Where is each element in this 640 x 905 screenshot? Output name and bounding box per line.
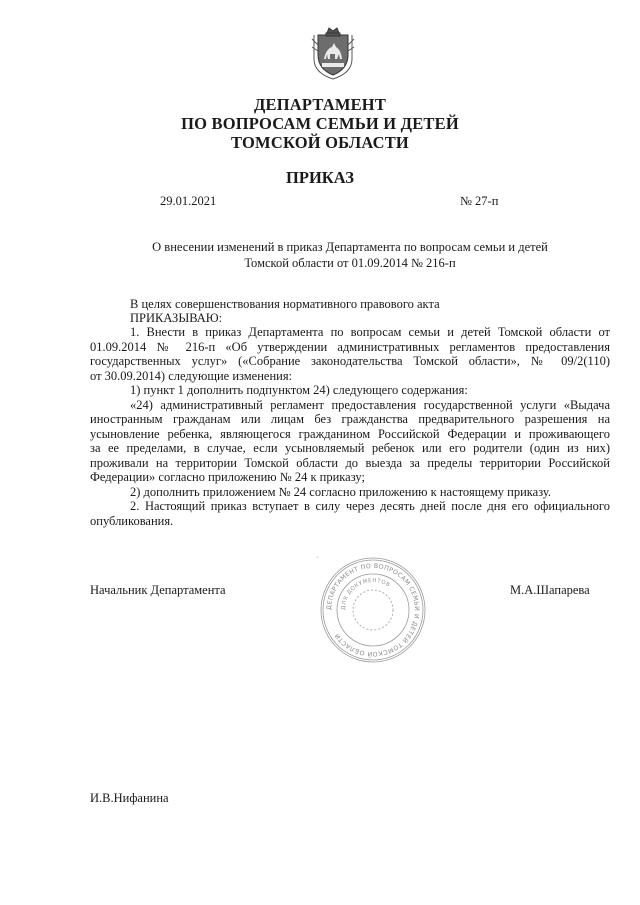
body-line: опубликования. xyxy=(90,514,174,528)
body-line: ПРИКАЗЫВАЮ: xyxy=(130,311,223,325)
body-line: проживали на территории Томской области до выезда за пределы территории Российской xyxy=(90,456,610,470)
org-name-line-3: ТОМСКОЙ ОБЛАСТИ xyxy=(231,133,409,152)
body-line: 2. Настоящий приказ вступает в силу через десять дней после дня его официального xyxy=(130,499,610,513)
doc-date: 29.01.2021 xyxy=(160,194,217,208)
doc-type-title: ПРИКАЗ xyxy=(286,168,354,187)
body-line: В целях совершенствования нормативного правового акта xyxy=(130,297,440,311)
doc-number: № 27-п xyxy=(460,194,499,208)
body-line: Федерации» согласно приложению № 24 к приказу; xyxy=(90,470,365,484)
coat-of-arms-icon xyxy=(310,25,356,80)
body-line: «24) административный регламент предоставления государственной услуги «Выдача xyxy=(130,398,610,412)
signatory-name: М.А.Шапарева xyxy=(510,583,590,597)
body-line: от 30.09.2014) следующие изменения: xyxy=(90,369,293,383)
executor-name: И.В.Нифанина xyxy=(90,791,169,805)
body-line: 1. Внести в приказ Департамента по вопросам семьи и детей Томской области от xyxy=(130,325,610,339)
body-line: иностранным гражданам или лицам без гражданства предварительного разрешения на xyxy=(90,412,610,426)
body-line: усыновление ребенка, являющегося гражданином Российской Федерации и проживающего xyxy=(90,427,610,441)
body-line: 2) дополнить приложением № 24 согласно приложению к настоящему приказу. xyxy=(130,485,552,499)
org-name-line-2: ПО ВОПРОСАМ СЕМЬИ И ДЕТЕЙ xyxy=(181,114,459,133)
body-line: за ее пределами, в случае, если усыновляемый ребенок или его родители (один из них) xyxy=(90,441,610,455)
round-seal-stamp xyxy=(318,555,428,665)
signatory-title: Начальник Департамента xyxy=(90,583,226,597)
svg-text:ДЕПАРТАМЕНТ ПО ВОПРОСАМ СЕМЬИ: ДЕПАРТАМЕНТ ПО ВОПРОСАМ СЕМЬИ И ДЕТЕЙ ТОМСКОЙ ОБЛАСТИ xyxy=(325,562,421,658)
body-line: 1) пункт 1 дополнить подпунктом 24) следующего содержания: xyxy=(130,383,468,397)
stamp-mark: ˎ xyxy=(316,549,319,558)
subject-line-1: О внесении изменений в приказ Департамента по вопросам семьи и детей xyxy=(152,240,548,254)
subject-line-2: Томской области от 01.09.2014 № 216-п xyxy=(244,256,456,270)
org-name-line-1: ДЕПАРТАМЕНТ xyxy=(253,95,387,114)
svg-text:ДЛЯ ДОКУМЕНТОВ: ДЛЯ ДОКУМЕНТОВ xyxy=(340,577,391,611)
body-line: государственных услуг» («Собрание законодательства Томской области», № 09/2(110) xyxy=(90,354,610,368)
body-line: 01.09.2014 № 216-п «Об утверждении административных регламентов предоставления xyxy=(90,340,610,354)
